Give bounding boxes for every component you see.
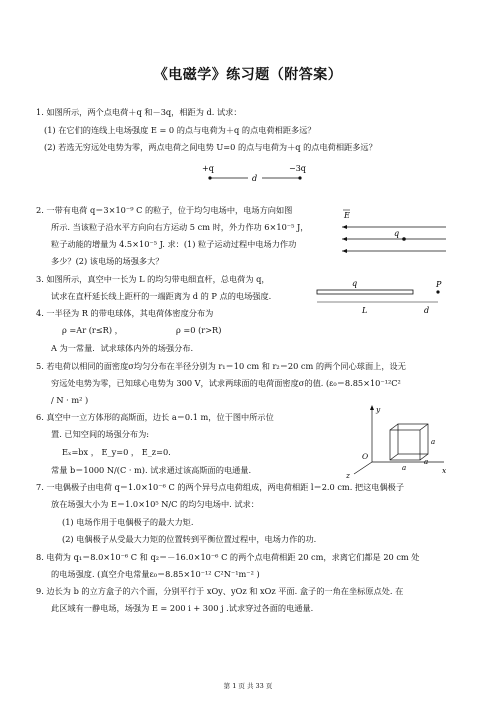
q6-z-axis — [354, 462, 372, 474]
q2-arrowhead-2 — [342, 237, 347, 241]
q1-fig-plus-label: +q — [202, 164, 214, 173]
q7-line2: 放在场强大小为 E＝1.0×10⁵ N/C 的均匀电场中. 试求： — [51, 499, 259, 509]
page-title: 《电磁学》练习题（附答案） — [153, 67, 343, 83]
q2-arrowhead-1 — [342, 225, 347, 229]
q2-line2: 所示. 当该粒子沿水平方向向右方运动 5 cm 时，外力作功 6×10⁻⁵ J， — [51, 222, 309, 232]
q2-line4: 多少？(2) 该电场的场强多大？ — [51, 256, 164, 266]
q6-line4: 常量 b＝1000 N/(C · m). 试求通过该高斯面的电通量. — [51, 465, 252, 475]
q9-line1: 9. 边长为 b 的立方盒子的六个面，分别平行于 xOy、yOz 和 xOz 平面. 盒子的一角在坐标原点处. 在 — [36, 586, 404, 596]
q2-line1: 2. 一带有电荷 q＝3×10⁻⁹ C 的粒子，位于均匀电场中，电场方向如图 — [36, 205, 293, 215]
q3-fig-P-label: P — [436, 280, 442, 289]
q6-fig-x-label: x — [442, 466, 447, 475]
q5-line3: / N · m² ) — [51, 395, 89, 405]
q1-fig-d-label: d — [252, 174, 258, 183]
q2-fig-E-label: E — [344, 211, 350, 220]
q2-line3: 粒子动能的增量为 4.5×10⁻⁵ J. 求：(1) 粒子运动过程中电场力作功 — [51, 239, 297, 249]
q3-line2: 试求在直杆延长线上距杆的一端距离为 d 的 P 点的电场强度. — [51, 291, 272, 301]
q1-line2: (1) 在它们的连线上电场强度 E = 0 的点与电荷为＋q 的点电荷相距多远？ — [44, 125, 316, 135]
q8-line1: 8. 电荷为 q₁＝8.0×10⁻⁶ C 和 q₂＝－16.0×10⁻⁶ C 的两个点电荷相距 20 cm，求离它们都是 20 cm 处 — [36, 552, 420, 562]
q4-line3: A 为一常量．试求球体内外的场强分布. — [51, 343, 194, 353]
q4-line2b: ρ =0 (r>R) — [176, 325, 222, 335]
q3-figure — [312, 274, 458, 316]
q8-line2: 的电场强度. (真空介电常量ε₀＝8.85×10⁻¹² C²N⁻¹m⁻² ) — [51, 569, 260, 579]
q1-line3: (2) 若选无穷远处电势为零，两点电荷之间电势 U=0 的点与电荷为＋q 的点电荷相距多远？ — [44, 142, 377, 152]
page-footer: 第 1 页 共 33 页 — [223, 682, 273, 690]
q3-rod — [317, 290, 413, 294]
q1-figure — [190, 158, 330, 192]
q3-line1: 3. 如图所示，真空中一长为 L 的均匀带电细直杆，总电荷为 q， — [36, 274, 270, 284]
q6-fig-a-side: a — [431, 438, 436, 446]
q2-figure — [338, 205, 458, 265]
q6-fig-O-label: O — [362, 452, 369, 461]
q6-y-arrow — [370, 405, 374, 410]
q3-fig-q-label: q — [352, 279, 358, 288]
q3-point-P — [436, 290, 439, 293]
q7-line1: 7. 一电偶极子由电荷 q＝1.0×10⁻⁶ C 的两个异号点电荷组成，两电荷相距 l＝2.0 cm. 把这电偶极子 — [36, 482, 405, 492]
q6-fig-a-depth: a — [424, 458, 429, 466]
q6-figure — [332, 402, 452, 482]
q6-fig-y-label: y — [376, 405, 381, 414]
q6-cube — [390, 424, 428, 460]
q2-fig-q-label: q — [394, 229, 400, 238]
q2-arrowhead-3 — [342, 249, 347, 253]
q6-line3: Eₓ=bx ， E_y=0 ， E_z=0. — [62, 447, 171, 457]
q1-fig-minus-label: −3q — [289, 164, 306, 173]
q7-line4: (2) 电偶极子从受最大力矩的位置转到平衡位置过程中，电场力作的功. — [62, 534, 317, 544]
q3-fig-d-label: d — [424, 306, 430, 315]
q6-fig-z-label: z — [346, 471, 350, 480]
q2-particle — [402, 237, 406, 241]
q5-line2: 穷远处电势为零，已知球心电势为 300 V，试求两球面的电荷面密度σ的值. (ε₀＝8.85×10⁻¹²C² — [51, 378, 401, 388]
q6-line2: 置. 已知空间的场强分布为: — [51, 429, 150, 439]
q5-line1: 5. 若电荷以相同的面密度σ均匀分布在半径分别为 r₁＝10 cm 和 r₂＝20 cm 的两个同心球面上，设无 — [36, 361, 406, 371]
q6-line1: 6. 真空中一立方体形的高斯面，边长 a＝0.1 m，位于图中所示位 — [36, 412, 274, 422]
q4-line1: 4. 一半径为 R 的带电球体，其电荷体密度分布为 — [36, 308, 214, 318]
q1-line1: 1. 如图所示，两个点电荷＋q 和－3q，相距为 d. 试求： — [36, 107, 242, 117]
q9-line2: 此区域有一静电场，场强为 E = 200 i + 300 j .试求穿过各面的电通量. — [51, 603, 314, 613]
q3-fig-L-label: L — [362, 306, 368, 315]
q4-line2a: ρ =Ar (r≤R) ， — [62, 325, 123, 335]
q7-line3: (1) 电场作用于电偶极子的最大力矩. — [62, 517, 194, 527]
q6-fig-a-bottom: a — [402, 464, 407, 472]
